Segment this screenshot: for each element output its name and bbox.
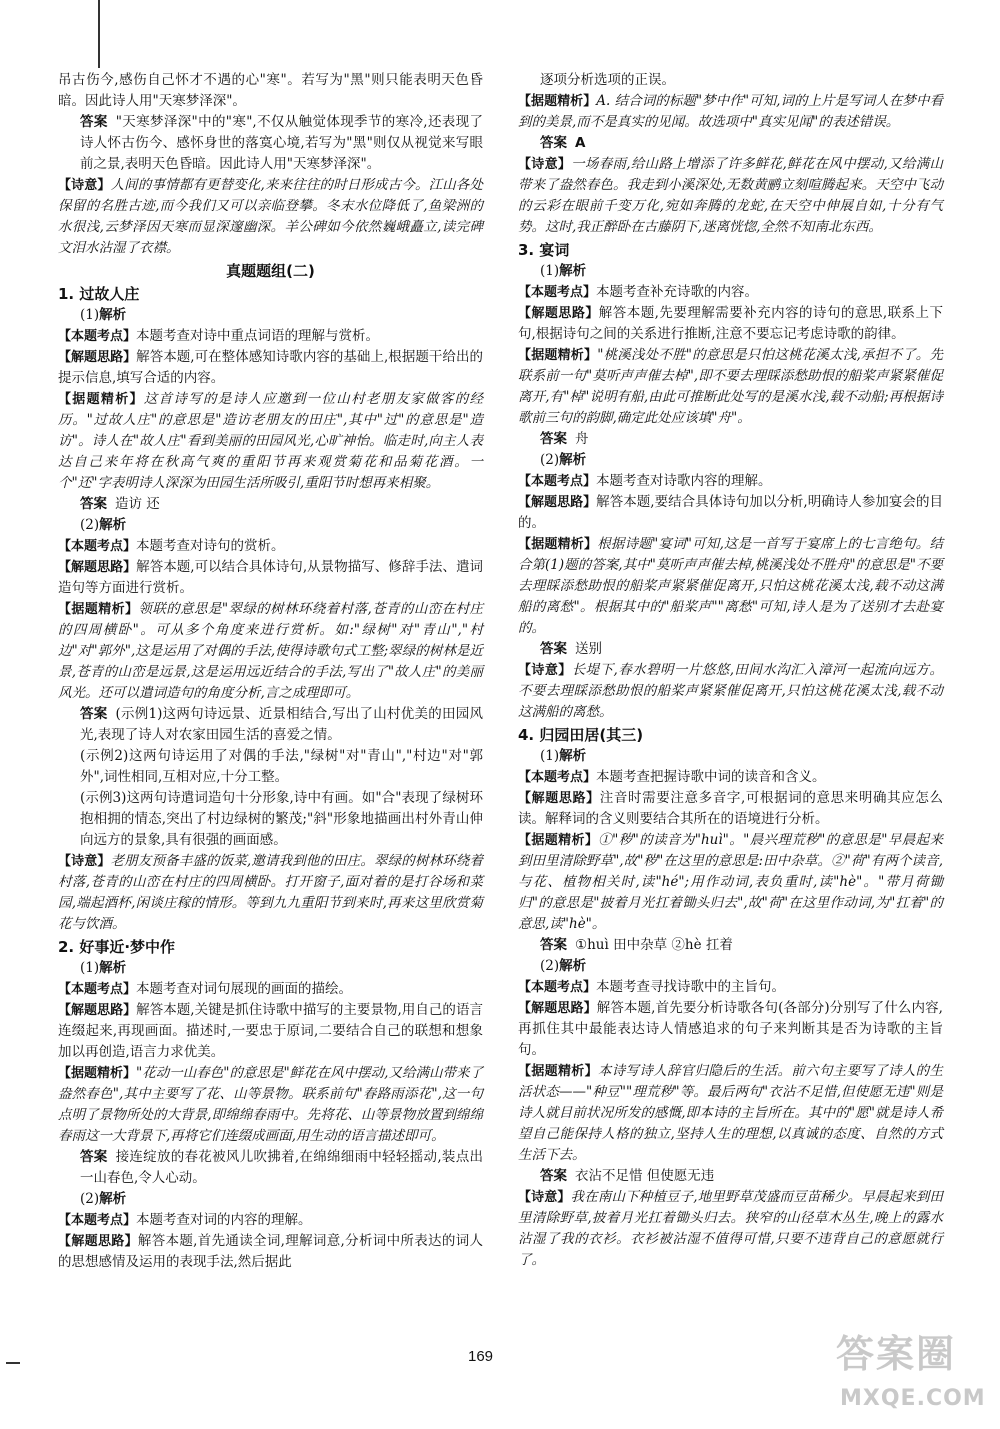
sub-number: (1) (540, 263, 560, 279)
answer-example-2: (示例2)这两句诗运用了对偶的手法,"绿树"对"青山","村边"对"郭外",词性相同,互相对应,十分工整。 (80, 748, 483, 785)
answer-tag: 答案 (540, 937, 567, 953)
page-number: 169 (468, 1348, 494, 1365)
silu-text: 解答本题,要结合具体诗句加以分析,明确诗人参加宴会的目的。 (518, 494, 943, 531)
question-title: 1. 过故人庄 (58, 285, 140, 303)
question-title: 3. 宴词 (518, 241, 570, 259)
jingxi-tag: 【据题精析】 (518, 537, 598, 552)
watermark-logo (836, 1332, 986, 1419)
jingxi-text: 领联的意思是"翠绿的树林环绕着村落,苍青的山峦在村庄的四周横卧"。可从多个角度来进行赏析。如:"绿树"对"青山","村边"对"郭外",这是运用了对偶的手法,使得诗歌句式工整;翠绿的树林是近景,苍青的山峦是远景,这是运用远近结合的手法,写出了"故人庄"的美丽风光。还可以遣词造句的角度分析,言之成理即可。 (58, 601, 483, 701)
kaodian-text: 本题考查对词的内容的理解。 (136, 1212, 312, 1228)
watermark-url: MXQE.COM (840, 1386, 986, 1411)
jingxi-tag: 【据题精析】 (58, 392, 144, 407)
jingxi-text: A. 结合词的标题"梦中作"可知,词的上片是写词人在梦中看到的美景,而不是真实的见闻。故选项中"真实见闻"的表述错误。 (518, 93, 943, 130)
jingxi-tag: 【据题精析】 (518, 1064, 598, 1079)
kaodian-tag: 【本题考点】 (58, 982, 137, 997)
silu-text: 解答本题,关键是抓住诗歌中描写的主要景物,用自己的语言连缀起来,再现画面。描述时,一要忠于原词,二要结合自己的联想和想象加以再创造,语言力求优美。 (58, 1002, 483, 1060)
answer-example-3: (示例3)这两句诗遣词造句十分形象,诗中有画。如"合"表现了绿树环抱相拥的情态,突出了村边绿树的繁茂;"斜"形象地描画出村外青山伸向远方的景象,具有很强的画面感。 (80, 790, 483, 848)
jingxi-tag: 【据题精析】 (58, 1066, 137, 1081)
kaodian-text: 本题考查对诗句的赏析。 (136, 538, 285, 554)
answer-text: 送别 (575, 641, 602, 657)
silu-tag: 【解题思路】 (58, 1234, 138, 1249)
jingxi-tag: 【据题精析】 (58, 602, 139, 617)
question-title: 2. 好事近·梦中作 (58, 938, 176, 956)
silu-text: 解答本题,可以结合具体诗句,从景物描写、修辞手法、遣词造句等方面进行赏析。 (58, 559, 483, 596)
silu-tag: 【解题思路】 (58, 350, 137, 365)
sub-label: 解析 (559, 452, 587, 468)
sub-label: 解析 (99, 1191, 127, 1207)
shiyi-tag: 【诗意】 (58, 178, 111, 193)
sub-number: (2) (80, 517, 100, 533)
silu-text: 解答本题,首先要分析诗歌各句(各部分)分别写了什么内容,再抓住其中最能表达诗人情感追求的句子来判断其是否为诗歌的主旨句。 (518, 1000, 943, 1058)
silu-tag: 【解题思路】 (518, 306, 599, 321)
sub-number: (2) (540, 958, 560, 974)
silu-tag: 【解题思路】 (58, 560, 137, 575)
kaodian-text: 本题考查把握诗歌中词的读音和含义。 (596, 769, 826, 785)
kaodian-text: 本题考查对诗中重点词语的理解与赏析。 (136, 328, 380, 344)
kaodian-text: 本题考查对词句展现的画面的描绘。 (136, 981, 353, 997)
continued-text: 逐项分析选项的正误。 (540, 72, 675, 88)
sub-label: 解析 (99, 307, 127, 323)
shiyi-text: 一场春雨,给山路上增添了许多鲜花,鲜花在风中摆动,又给满山带来了盎然春色。我走到小溪深处,无数黄鹂立刻喧腾起来。天空中飞动的云彩在眼前千变万化,宛如奔腾的龙蛇,在天空中伸展自如,十分有气势。这时,我正醉卧在古藤阴下,迷离恍惚,全然不知南北东西。 (518, 156, 943, 235)
left-column (58, 70, 483, 1273)
answer-tag: 答案 (540, 641, 567, 657)
sub-label: 解析 (99, 517, 127, 533)
sub-number: (1) (80, 960, 100, 976)
jingxi-text: 这首诗写的是诗人应邀到一位山村老朋友家做客的经历。"过故人庄"的意思是"造访老朋友的田庄",其中"过"的意思是"造访"。诗人在"故人庄"看到美丽的田园风光,心旷神怡。临走时,向主人表达自己来年将在秋高气爽的重阳节再来观赏菊花和品菊花酒。一个"还"字表明诗人深深为田园生活所吸引,重阳节时想再来相聚。 (58, 391, 483, 491)
intro-text: 吊古伤今,感伤自己怀才不遇的心"寒"。若写为"黑"则只能表明天色昏暗。因此诗人用"天寒梦泽深"。 (58, 72, 483, 109)
kaodian-tag: 【本题考点】 (518, 980, 597, 995)
kaodian-tag: 【本题考点】 (518, 770, 597, 785)
kaodian-tag: 【本题考点】 (58, 329, 137, 344)
jingxi-tag: 【据题精析】 (518, 94, 597, 109)
question-title: 4. 归园田居(其三) (518, 726, 644, 744)
shiyi-text: 长堤下,春水碧明一片悠悠,田间水沟汇入漳河一起流向远方。不要去理睬添愁助恨的船桨声紧紧催促离开,只怕这桃花溪太浅,载不动这满船的离愁。 (518, 662, 943, 720)
jingxi-text: "桃溪浅处不胜"的意思是只怕这桃花溪太浅,承担不了。先联系前一句"莫听声声催去棹",即不要去理睬添愁助恨的船桨声紧紧催促离开,有"棹"说明有船,由此可推断此处写的是溪水浅,载不动船;再根据诗歌前三句的韵脚,确定此处应该填"舟"。 (518, 347, 943, 426)
right-column (518, 70, 943, 1271)
kaodian-tag: 【本题考点】 (58, 539, 137, 554)
kaodian-tag: 【本题考点】 (518, 474, 597, 489)
answer-tag: 答案 (540, 135, 567, 151)
answer-text: A (575, 135, 586, 151)
jingxi-text: 根据诗题"宴词"可知,这是一首写于宴席上的七言绝句。结合第(1)题的答案,其中"莫听声声催去棹,桃溪浅处不胜舟"的意思是"不要去理睬添愁助恨的船桨声紧紧催促离开,只怕这桃花溪太浅,载不动这满船的离愁"。根据其中的"船桨声""离愁"可知,诗人是为了送别才去赴宴的。 (518, 536, 943, 636)
answer-text: ①huì 田中杂草 ②hè 扛着 (575, 937, 733, 953)
kaodian-text: 本题考查寻找诗歌中的主旨句。 (596, 979, 786, 995)
answer-tag: 答案 (80, 706, 108, 722)
shiyi-tag: 【诗意】 (58, 854, 111, 869)
section-title: 真题题组(二) (226, 262, 315, 280)
silu-text: 注音时需要注意多音字,可根据词的意思来明确其应怎么读。解释词的含义则要结合其所在的语境进行分析。 (518, 790, 943, 827)
answer-tag: 答案 (80, 114, 108, 130)
silu-text: 解答本题,可在整体感知诗歌内容的基础上,根据题干给出的提示信息,填写合适的内容。 (58, 349, 483, 386)
shiyi-tag: 【诗意】 (518, 663, 572, 678)
silu-tag: 【解题思路】 (518, 791, 600, 806)
silu-tag: 【解题思路】 (518, 1001, 597, 1016)
shiyi-text: 人间的事情都有更替变化,来来往往的时日形成古今。江山各处保留的名胜古迹,而今我们又可以亲临登攀。冬末水位降低了,鱼梁洲的水很浅,云梦泽因天寒而显深邃幽深。羊公碑如今依然巍峨矗立,读完碑文泪水沾湿了衣襟。 (58, 177, 483, 256)
shiyi-text: 老朋友预备丰盛的饭菜,邀请我到他的田庄。翠绿的树林环绕着村落,苍青的山峦在村庄的四周横卧。打开窗子,面对着的是打谷场和菜园,端起酒杯,闲谈庄稼的情形。等到九九重阳节到来时,再来这里欣赏菊花与饮酒。 (58, 853, 483, 932)
silu-text: 解答本题,首先通读全词,理解词意,分析词中所表达的词人的思想感情及运用的表现手法,然后据此 (58, 1233, 483, 1270)
answer-text: "天寒梦泽深"中的"寒",不仅从触觉体现季节的寒冷,还表现了诗人怀古伤今、感怀身世的落寞心境,若写为"黑"则仅从视觉来写眼前之景,表明天色昏暗。因此诗人用"天寒梦泽深"。 (80, 114, 484, 172)
sub-number: (2) (80, 1191, 100, 1207)
kaodian-tag: 【本题考点】 (518, 285, 597, 300)
silu-tag: 【解题思路】 (518, 495, 597, 510)
answer-tag: 答案 (80, 496, 107, 512)
sub-number: (1) (540, 748, 560, 764)
shiyi-tag: 【诗意】 (518, 157, 572, 172)
sub-number: (2) (540, 452, 560, 468)
sub-label: 解析 (559, 748, 587, 764)
kaodian-text: 本题考查补充诗歌的内容。 (596, 284, 759, 300)
jingxi-tag: 【据题精析】 (518, 348, 598, 363)
jingxi-text: ①"秽"的读音为"huì"。"晨兴理荒秽"的意思是"早晨起来到田里清除野草",故"秽"在这里的意思是:田中杂草。②"荷"有两个读音,与花、植物相关时,读"hé";用作动词,表负重时,读"hè"。"带月荷锄归"的意思是"披着月光扛着锄头归去",故"荷"在这里作动词,为"扛着"的意思,读"hè"。 (518, 832, 943, 932)
kaodian-tag: 【本题考点】 (58, 1213, 137, 1228)
jingxi-text: "花动一山春色"的意思是"鲜花在风中摆动,又给满山带来了盎然春色",其中主要写了花、山等景物。联系前句"春路雨添花",这一句点明了景物所处的大背景,即绵绵春雨中。先将花、山等景物放置到绵绵春雨这一大背景下,再将它们连缀成画面,用生动的语言描述即可。 (58, 1065, 483, 1144)
silu-tag: 【解题思路】 (58, 1003, 137, 1018)
crop-mark-top (98, 0, 100, 68)
answer-text: 造访 还 (115, 496, 160, 512)
answer-tag: 答案 (80, 1149, 108, 1165)
kaodian-text: 本题考查对诗歌内容的理解。 (596, 473, 772, 489)
sub-label: 解析 (559, 958, 587, 974)
watermark-main: 答案圈 (836, 1332, 957, 1376)
crop-mark-bottom (6, 1362, 20, 1364)
jingxi-text: 本诗写诗人辞官归隐后的生活。前六句主要写了诗人的生活状态——"种豆""理荒秽"等。最后两句"衣沾不足惜,但使愿无违"则是诗人就目前状况所发的感慨,即本诗的主旨所在。其中的"愿"就是诗人希望自己能保持人格的独立,坚持人生的理想,以真诚的态度、自然的方式生活下去。 (518, 1063, 943, 1163)
shiyi-text: 我在南山下种植豆子,地里野草茂盛而豆苗稀少。早晨起来到田里清除野草,披着月光扛着锄头归去。狭窄的山径草木丛生,晚上的露水沾湿了我的衣衫。衣衫被沾湿不值得可惜,只要不违背自己的意愿就行了。 (518, 1189, 943, 1268)
shiyi-tag: 【诗意】 (518, 1190, 571, 1205)
answer-tag: 答案 (540, 1168, 567, 1184)
answer-text: 接连绽放的春花被风儿吹拂着,在绵绵细雨中轻轻摇动,装点出一山春色,令人心动。 (80, 1149, 484, 1186)
sub-label: 解析 (559, 263, 587, 279)
jingxi-tag: 【据题精析】 (518, 833, 599, 848)
answer-text: 舟 (575, 431, 589, 447)
answer-text: 衣沾不足惜 但使愿无违 (575, 1168, 715, 1184)
answer-example-1: (示例1)这两句诗远景、近景相结合,写出了山村优美的田园风光,表现了诗人对农家田园生活的喜爱之情。 (80, 706, 484, 743)
silu-text: 解答本题,先要理解需要补充内容的诗句的意思,联系上下句,根据诗句之间的关系进行推断,注意不要忘记考虑诗歌的韵律。 (518, 305, 943, 342)
answer-tag: 答案 (540, 431, 567, 447)
sub-number: (1) (80, 307, 100, 323)
sub-label: 解析 (99, 960, 127, 976)
